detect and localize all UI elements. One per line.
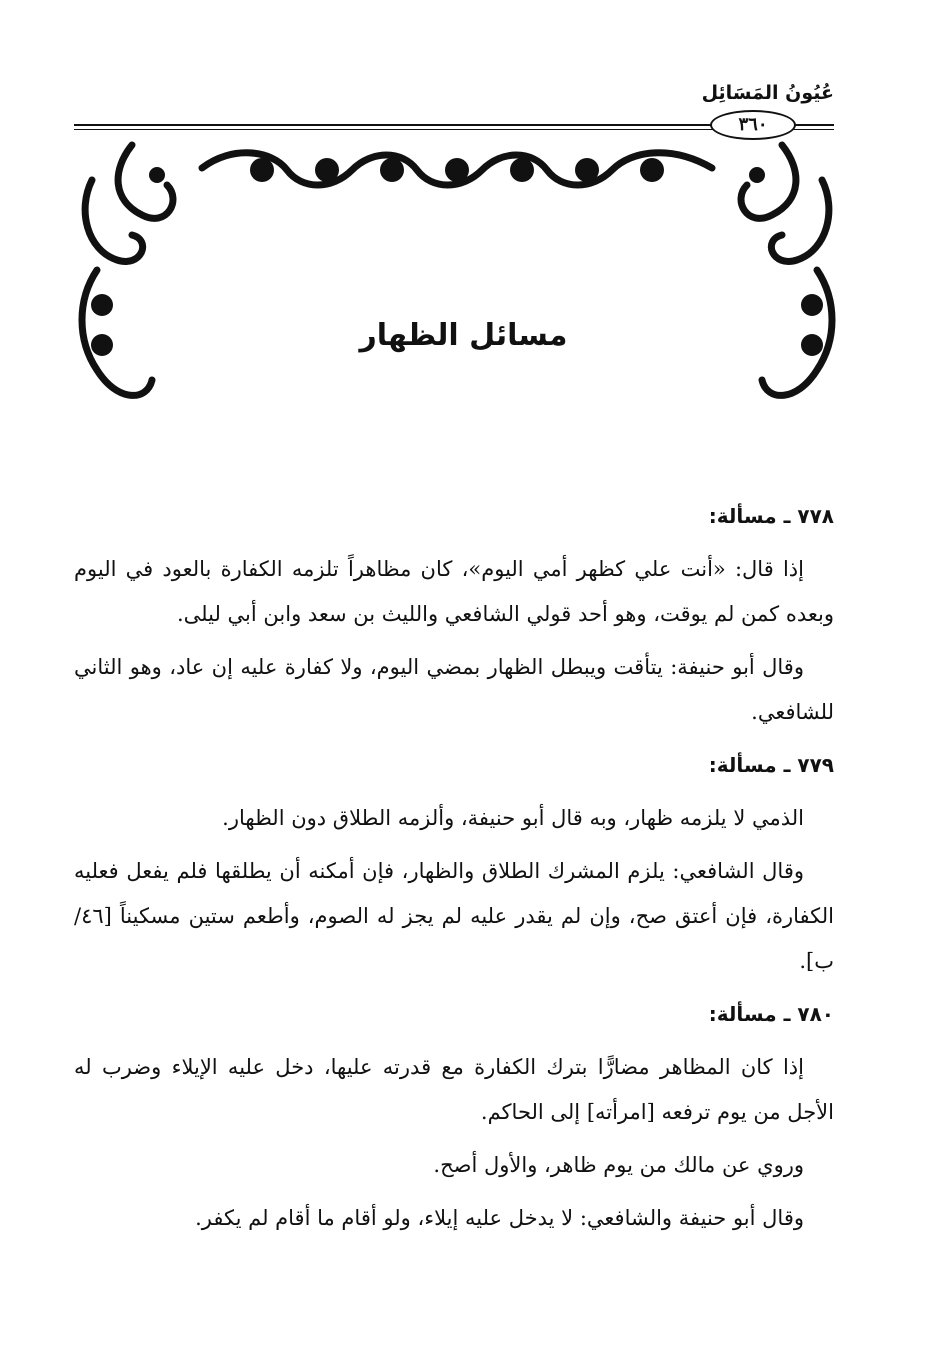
paragraph: إذا كان المظاهر مضارًّا بترك الكفارة مع قدرته عليها، دخل عليه الإيلاء وضرب له الأجل من يوم ترفعه [امرأته] إلى الحاكم. [74,1055,834,1124]
issue-779 [74,743,834,984]
paragraph: الذمي لا يلزمه ظهار، وبه قال أبو حنيفة، وألزمه الطلاق دون الظهار. [222,806,804,830]
page-number: ٣٦٠ [710,110,796,140]
book-title: عُيُونُ المَسَائِل [701,82,834,104]
issue-780 [74,992,834,1241]
issue-heading: ٧٧٩ ـ مسألة: [708,753,834,777]
paragraph: وقال الشافعي: يلزم المشرك الطلاق والظهار، فإن أمكنه أن يطلقها فلم يفعل فعليه الكفارة، فإن أعتق صح، وإن لم يقدر عليه لم يجز له الصوم، وأطعم ستين مسكيناً [٤٦/ب]. [74,859,834,973]
paragraph: وقال أبو حنيفة والشافعي: لا يدخل عليه إيلاء، ولو أقام ما أقام لم يكفر. [195,1206,804,1230]
issue-778 [74,494,834,735]
page-header [74,82,834,135]
paragraph: وقال أبو حنيفة: يتأقت ويبطل الظهار بمضي اليوم، ولا كفارة عليه إن عاد، وهو الثاني للشافعي. [74,655,834,724]
issue-heading: ٧٨٠ ـ مسألة: [708,1002,834,1026]
paragraph: إذا قال: «أنت علي كظهر أمي اليوم»، كان مظاهراً تلزمه الكفارة بالعود في اليوم وبعده كمن لم يوقت، وهو أحد قولي الشافعي والليث بن سعد وابن أبي ليلى. [74,557,834,626]
main-text [74,494,834,1249]
issue-heading: ٧٧٨ ـ مسألة: [708,504,834,528]
chapter-title: مسائل الظهار [359,318,568,353]
paragraph: وروي عن مالك من يوم ظاهر، والأول أصح. [433,1153,804,1177]
decorative-frame [72,140,842,416]
